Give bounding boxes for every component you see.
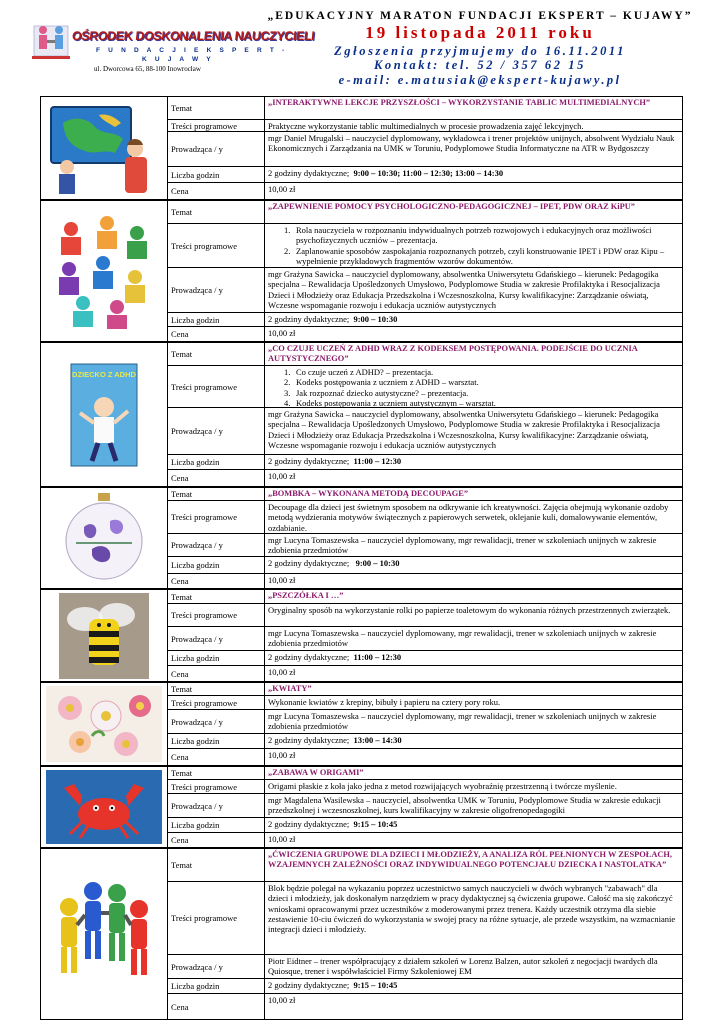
workshop-hours [265, 455, 682, 469]
org-address: ul. Dworcowa 65, 88-100 Inowrocław [94, 65, 201, 73]
org-subtitle: F U N D A C J I E K S P E R T - [96, 47, 288, 54]
event-title: „EDUKACYJNY MARATON FUNDACJI EKSPERT – KUJAWY” [267, 10, 693, 22]
teacher-label: Prowadząca / y [168, 794, 265, 817]
item-number: 1. [284, 367, 291, 377]
topic-label: Temat [168, 343, 265, 365]
workshop-teacher: mgr Lucyna Tomaszewska – nauczyciel dyplomowany, mgr rewalidacji, trener w szkoleniach unijnych w zakresie zdobienia przedmiotów [268, 711, 657, 732]
teacher-row [168, 955, 682, 979]
price-row [168, 833, 682, 847]
workshop-rows [168, 683, 682, 765]
hours-label: Liczba godzin [168, 455, 265, 469]
workshop-rows [168, 488, 682, 588]
price-row [168, 574, 682, 588]
workshop-block [41, 590, 682, 683]
item-number: 2. [284, 245, 291, 256]
hours-row [168, 979, 682, 994]
price-label: Cena [168, 470, 265, 486]
price-label: Cena [168, 574, 265, 588]
workshop-hours [265, 313, 682, 326]
workshop-content [265, 366, 682, 407]
workshop-topic: „ĆWICZENIA GRUPOWE DLA DZIECI I MŁODZIEŻY, A ANALIZA RÓL PEŁNIONYCH W ZESPOŁACH, WZAJEMNYCH ZALEŻNOŚCI ORAZ INDYWIDUALNEGO POTENCJAŁU DZIECKA I NASTOLATKA” [268, 850, 673, 869]
topic-row [168, 590, 682, 604]
hours-label: Liczba godzin [168, 734, 265, 748]
hours-label: Liczba godzin [168, 651, 265, 665]
christmas-bauble-icon [54, 491, 154, 585]
workshop-topic: „BOMBKA – WYKONANA METODĄ DECOUPAGE” [268, 489, 469, 498]
workshop-block [41, 767, 682, 849]
workshop-price: 10,00 zł [268, 750, 296, 760]
teacher-row [168, 132, 682, 167]
workshop-price: 10,00 zł [268, 471, 296, 481]
topic-label: Temat [168, 488, 265, 500]
content-label: Treści programowe [168, 780, 265, 793]
teacher-label: Prowadząca / y [168, 408, 265, 454]
workshop-content: Praktyczne wykorzystanie tablic multimedialnych w procesie prowadzenia zajęć lekcyjnych. [268, 121, 584, 131]
topic-row [168, 201, 682, 224]
teacher-row [168, 534, 682, 557]
origami-crab-icon [46, 770, 162, 844]
topic-label: Temat [168, 767, 265, 779]
topic-row [168, 683, 682, 696]
content-list [268, 367, 679, 408]
workshop-price: 10,00 zł [268, 575, 296, 585]
item-text: Co czuje uczeń z ADHD? – prezentacja. [296, 367, 434, 377]
content-list-item [268, 246, 679, 267]
teacher-label: Prowadząca / y [168, 627, 265, 650]
kids-at-whiteboard-icon [45, 101, 163, 195]
topic-label: Temat [168, 849, 265, 881]
content-list-item [268, 367, 679, 377]
teacher-row [168, 627, 682, 651]
price-label: Cena [168, 749, 265, 765]
workshop-hours [265, 557, 682, 573]
workshop-content: Blok będzie polegał na wykazaniu poprzez uczestnictwo samych nauczycieli w dwóch wybranych "zabawach" dla dzieci i młodzieży, jak doskonałym narzędziem w pracy dydaktycznej są ćwiczenia grupowe. Całość ma się zakończyć wnioskami opracowanymi przez uczestników z moderowanymi przez trenera. Każdy uczestnik otrzyma dla siebie zestawienie 10-ciu ćwiczeń do wykorzystania w swojej pracy na różne sytuacje, ale przede wszystkim, na wzmacnianie integracji dzieci i młodzieży. [268, 883, 676, 935]
workshop-image-cell [41, 488, 168, 588]
content-row [168, 224, 682, 268]
workshop-block [41, 201, 682, 343]
hours-label: Liczba godzin [168, 557, 265, 573]
hours-label: Liczba godzin [168, 818, 265, 832]
hours-times: 9:00 – 10:30; 11:00 – 12:30; 13:00 – 14:30 [353, 168, 504, 178]
workshop-image-cell [41, 767, 168, 847]
hours-prefix: 2 godziny dydaktyczne; [268, 456, 350, 466]
workshop-content: Origami płaskie z koła jako jedna z metod rozwijających wyobraźnię przestrzenną i twórcze myślenie. [268, 781, 617, 791]
workshop-image-cell [41, 201, 168, 341]
item-number: 1. [284, 225, 291, 235]
hours-row [168, 557, 682, 574]
workshop-price: 10,00 zł [268, 834, 296, 844]
workshop-block [41, 488, 682, 590]
item-text: Zaplanowanie sposobów zaspokajania rozpoznanych potrzeb, czyli konstruowanie IPET i PDW oraz Kipu – wypełnienie przykładowych fragmentów wzorów dokumentów. [296, 245, 665, 266]
item-text: Kodeks postępowania z uczniem autystycznym – warsztat. [296, 397, 496, 408]
teacher-row [168, 408, 682, 455]
workshop-hours [265, 979, 682, 993]
content-label: Treści programowe [168, 696, 265, 709]
workshop-topic: „INTERAKTYWNE LEKCJE PRZYSZŁOŚCI – WYKORZYSTANIE TABLIC MULTIMEDIALNYCH” [268, 98, 651, 107]
event-date: 19 listopada 2011 roku [365, 23, 595, 42]
hours-prefix: 2 godziny dydaktyczne; [268, 168, 350, 178]
teacher-row [168, 268, 682, 313]
hours-label: Liczba godzin [168, 167, 265, 182]
workshop-content: Decoupage dla dzieci jest świetnym sposobem na odkrywanie ich kreatywności. Zajęcia obejmują wykonanie ozdoby metodą wydzierania motywów świątecznych z papierowych serwetek, oklejanie kuli, domalowywanie elementów, ozdabianie. [268, 502, 669, 533]
workshop-rows [168, 590, 682, 681]
content-row [168, 780, 682, 794]
workshop-image-cell [41, 683, 168, 765]
price-row [168, 666, 682, 681]
topic-label: Temat [168, 97, 265, 119]
hours-prefix: 2 godziny dydaktyczne; [268, 735, 350, 745]
org-subtitle-region: K U J A W Y [142, 56, 214, 63]
workshop-price: 10,00 zł [268, 995, 296, 1005]
content-label: Treści programowe [168, 501, 265, 533]
price-row [168, 183, 682, 199]
registration-deadline: Zgłoszenia przyjmujemy do 16.11.2011 [334, 44, 626, 58]
workshop-content: Oryginalny sposób na wykorzystanie rolki po papierze toaletowym do wykonania różnych przestrzennych zwierzątek. [268, 605, 671, 615]
price-label: Cena [168, 833, 265, 847]
content-row [168, 604, 682, 627]
workshop-teacher: mgr Lucyna Tomaszewska – nauczyciel dyplomowany, mgr rewalidacji, trener w szkoleniach unijnych w zakresie zdobienia przedmiotów [268, 628, 657, 649]
adhd-book-cover-icon [70, 363, 138, 467]
content-row [168, 696, 682, 710]
content-label: Treści programowe [168, 604, 265, 626]
hours-times: 13:00 – 14:30 [353, 735, 402, 745]
workshop-block [41, 849, 682, 1019]
workshop-topic: „ZABAWA W ORIGAMI” [268, 768, 364, 777]
hours-times: 9:00 – 10:30 [353, 314, 398, 324]
workshop-rows [168, 343, 682, 486]
workshop-programme-table [40, 96, 683, 1020]
group-figures-icon [49, 869, 159, 999]
odn-logo-icon [28, 16, 74, 62]
workshop-teacher: mgr Grażyna Sawicka – nauczyciel dyplomowany, absolwentka Uniwersytetu Gdańskiego – kierunek: Pedagogika specjalna – Rewalidacja Upośledzonych Umysłowo, Podyplomowe Studia w zakresie Profilaktyka i Resocjalizacja Dzieci i Młodzieży oraz Edukacja Przedszkolna i Wczesnoszkolna, Kursy kwalifikacyjne: Zarządzanie oświatą, Wczesne wspomaganie rozwoju i edukacja uczniów autystycznych [268, 409, 660, 450]
workshop-hours [265, 734, 682, 748]
item-text: Jak rozpoznać dziecko autystyczne? – prezentacja. [296, 387, 469, 398]
hours-row [168, 734, 682, 749]
item-text: Rola nauczyciela w rozpoznaniu indywidualnych potrzeb rozwojowych i edukacyjnych oraz możliwości psychofizycznych uczniów – prezentacja. [296, 225, 652, 246]
price-label: Cena [168, 183, 265, 199]
topic-label: Temat [168, 683, 265, 695]
content-list-item [268, 398, 679, 408]
price-label: Cena [168, 666, 265, 681]
content-row [168, 882, 682, 955]
price-row [168, 749, 682, 765]
workshop-image-cell [41, 343, 168, 486]
hours-row [168, 818, 682, 833]
contact-phone: Kontakt: tel. 52 / 357 62 15 [373, 58, 587, 72]
workshop-rows [168, 201, 682, 341]
item-number: 3. [284, 387, 291, 398]
teacher-label: Prowadząca / y [168, 268, 265, 312]
workshop-block [41, 97, 682, 201]
hours-times: 9:15 – 10:45 [353, 819, 398, 829]
workshop-rows [168, 767, 682, 847]
workshop-price: 10,00 zł [268, 328, 296, 338]
hours-row [168, 313, 682, 327]
content-label: Treści programowe [168, 224, 265, 267]
workshop-hours [265, 651, 682, 665]
workshop-topic: „CO CZUJE UCZEŃ Z ADHD WRAZ Z KODEKSEM POSTĘPOWANIA. PODEJŚCIE DO UCZNIA AUTYSTYCZNEGO” [268, 344, 638, 363]
workshop-block [41, 683, 682, 767]
topic-row [168, 97, 682, 120]
teacher-label: Prowadząca / y [168, 132, 265, 166]
content-row [168, 120, 682, 132]
topic-row [168, 488, 682, 501]
workshop-rows [168, 849, 682, 1019]
content-row [168, 366, 682, 408]
workshop-content [265, 224, 682, 267]
org-name: OŚRODEK DOSKONALENIA NAUCZYCIELI [71, 29, 316, 43]
price-label: Cena [168, 994, 265, 1019]
workshop-image-cell [41, 590, 168, 681]
hours-prefix: 2 godziny dydaktyczne; [268, 652, 350, 662]
topic-row [168, 343, 682, 366]
teacher-label: Prowadząca / y [168, 534, 265, 556]
content-row [168, 501, 682, 534]
item-number: 4. [284, 397, 291, 408]
hours-prefix: 2 godziny dydaktyczne; [268, 558, 350, 568]
content-label: Treści programowe [168, 120, 265, 131]
workshop-image-cell [41, 97, 168, 199]
hours-row [168, 651, 682, 666]
price-label: Cena [168, 327, 265, 341]
workshop-topic: „ZAPEWNIENIE POMOCY PSYCHOLOGICZNO-PEDAGOGICZNEJ – IPET, PDW ORAZ KiPU” [268, 202, 635, 211]
workshop-teacher: mgr Magdalena Wasilewska – nauczyciel, absolwentka UMK w Toruniu, Podyplomowe Studia w zakresie edukacji przedszkolnej i wczesnoszkolnej, kurs kwalifikacyjny w zakresie oligofrenopedagogiki [268, 795, 661, 816]
content-label: Treści programowe [168, 882, 265, 954]
workshop-price: 10,00 zł [268, 667, 296, 677]
workshop-hours [265, 167, 682, 182]
teacher-row [168, 794, 682, 818]
content-list-item [268, 388, 679, 398]
item-text: Kodeks postępowania z uczniem z ADHD – warsztat. [296, 377, 479, 388]
paper-roll-bee-icon [59, 593, 149, 679]
topic-row [168, 849, 682, 882]
teacher-label: Prowadząca / y [168, 955, 265, 978]
page-header [0, 0, 724, 92]
hours-times: 9:00 – 10:30 [355, 558, 400, 568]
hours-times: 11:00 – 12:30 [353, 456, 402, 466]
workshop-content: Wykonanie kwiatów z krepiny, bibuły i papieru na cztery pory roku. [268, 697, 501, 707]
hours-times: 11:00 – 12:30 [353, 652, 402, 662]
topic-label: Temat [168, 201, 265, 223]
workshop-image-cell [41, 849, 168, 1019]
hours-prefix: 2 godziny dydaktyczne; [268, 980, 350, 990]
workshop-rows [168, 97, 682, 199]
content-list-item [268, 225, 679, 246]
teacher-label: Prowadząca / y [168, 710, 265, 733]
contact-email[interactable]: e-mail: e.matusiak@ekspert-kujawy.pl [338, 73, 622, 87]
workshop-teacher: Piotr Eidtner – trener współpracujący z działem szkoleń w Lorenz Balzen, autor szkoleń z negocjacji twardych dla Quiosque, trener i współwłaściciel Firmy Szkoleniowej EM [268, 956, 658, 977]
hours-label: Liczba godzin [168, 979, 265, 993]
puzzle-people-icon [49, 211, 159, 331]
book-cover-title: DZIECKO Z ADHD [72, 369, 136, 379]
item-number: 2. [284, 377, 291, 388]
teacher-row [168, 710, 682, 734]
hours-row [168, 167, 682, 183]
content-label: Treści programowe [168, 366, 265, 407]
workshop-teacher: mgr Daniel Mrugalski – nauczyciel dyplomowany, wykładowca i trener projektów unijnych, absolwent Wydziału Nauk Ekonomicznych i Zarządzania na UMK w Toruniu, Podyplomowe Studia Informatyczne na ATR w Bydgoszczy [268, 133, 675, 154]
workshop-teacher: mgr Lucyna Tomaszewska – nauczyciel dyplomowany, mgr rewalidacji, trener w szkoleniach unijnych w zakresie zdobienia przedmiotów [268, 535, 657, 556]
workshop-topic: „PSZCZÓŁKA I …” [268, 591, 344, 600]
hours-prefix: 2 godziny dydaktyczne; [268, 819, 350, 829]
hours-row [168, 455, 682, 470]
hours-label: Liczba godzin [168, 313, 265, 326]
paper-flowers-icon [46, 686, 162, 762]
workshop-price: 10,00 zł [268, 184, 296, 194]
hours-times: 9:15 – 10:45 [353, 980, 398, 990]
content-list-item [268, 377, 679, 387]
hours-prefix: 2 godziny dydaktyczne; [268, 314, 350, 324]
price-row [168, 327, 682, 341]
workshop-hours [265, 818, 682, 832]
price-row [168, 470, 682, 486]
workshop-topic: „KWIATY” [268, 684, 312, 693]
price-row [168, 994, 682, 1019]
content-list [268, 225, 679, 266]
workshop-block [41, 343, 682, 488]
topic-label: Temat [168, 590, 265, 603]
topic-row [168, 767, 682, 780]
workshop-teacher: mgr Grażyna Sawicka – nauczyciel dyplomowany, absolwentka Uniwersytetu Gdańskiego – kierunek: Pedagogika specjalna – Rewalidacja Upośledzonych Umysłowo, Podyplomowe Studia w zakresie Profilaktyka i Resocjalizacja Dzieci i Młodzieży oraz Edukacja Przedszkolna i Wczesnoszkolna, Kursy kwalifikacyjne: Zarządzanie oświatą, Wczesne wspomaganie rozwoju i edukacja uczniów autystycznych [268, 269, 660, 310]
